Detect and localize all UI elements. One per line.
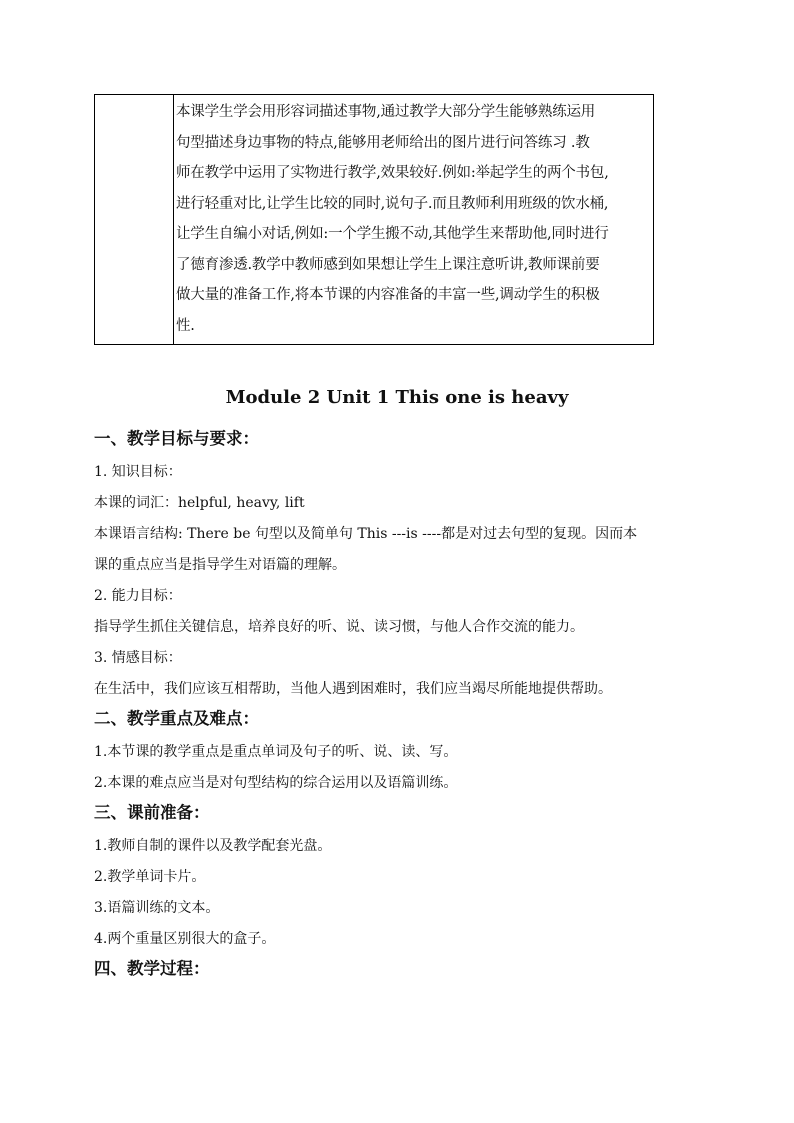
preparation-line: 2.教学单词卡片。: [94, 869, 206, 885]
objective-line: 2. 能力目标：: [94, 588, 182, 604]
key-point-line: 1.本节课的教学重点是重点单词及句子的听、说、读、写。: [94, 744, 458, 760]
section-heading-objectives: 一、教学目标与要求：: [94, 429, 259, 448]
preparation-line: 4.两个重量区别很大的盒子。: [94, 931, 276, 947]
objective-line: 3. 情感目标：: [94, 650, 182, 666]
key-point-line: 2.本课的难点应当是对句型结构的综合运用以及语篇训练。: [94, 775, 458, 791]
objective-line: 本课语言结构: There be 句型以及简单句 This ---is ----都是对过去句型的复现。因而本: [94, 526, 638, 542]
reflection-table: [94, 94, 654, 345]
objective-line: 在生活中，我们应该互相帮助，当他人遇到困难时，我们应当竭尽所能地提供帮助。: [94, 681, 612, 697]
objective-line: 本课的词汇：helpful, heavy, lift: [94, 495, 305, 511]
reflection-line: 让学生自编小对话,例如:一个学生搬不动,其他学生来帮助他,同时进行: [176, 226, 609, 242]
section-heading-preparation: 三、课前准备：: [94, 803, 210, 822]
reflection-line: 师在教学中运用了实物进行教学,效果较好.例如:举起学生的两个书包,: [176, 165, 609, 181]
objective-line: 课的重点应当是指导学生对语篇的理解。: [94, 557, 346, 573]
section-heading-process: 四、教学过程：: [94, 959, 210, 978]
objective-line: 1. 知识目标：: [94, 464, 182, 480]
preparation-line: 1.教师自制的课件以及教学配套光盘。: [94, 838, 332, 854]
preparation-line: 3.语篇训练的文本。: [94, 900, 220, 916]
section-heading-key-points: 二、教学重点及难点：: [94, 709, 259, 728]
objective-line: 指导学生抓住关键信息，培养良好的听、说、读习惯，与他人合作交流的能力。: [94, 619, 584, 635]
reflection-line: 做大量的准备工作,将本节课的内容准备的丰富一些,调动学生的积极: [176, 287, 600, 303]
reflection-text-cell: [174, 95, 653, 344]
reflection-label-cell: [95, 95, 174, 344]
reflection-line: 性.: [176, 317, 195, 334]
reflection-line: 本课学生学会用形容词描述事物,通过教学大部分学生能够熟练运用: [176, 104, 596, 120]
reflection-line: 了德育渗透.教学中教师感到如果想让学生上课注意听讲,教师课前要: [176, 256, 600, 273]
lesson-content: [94, 425, 704, 987]
lesson-title: Module 2 Unit 1 This one is heavy: [225, 387, 569, 408]
reflection-line: 句型描述身边事物的特点,能够用老师给出的图片进行问答练习 .教: [176, 134, 590, 151]
reflection-line: 进行轻重对比,让学生比较的同时,说句子.而且教师利用班级的饮水桶,: [176, 195, 609, 212]
